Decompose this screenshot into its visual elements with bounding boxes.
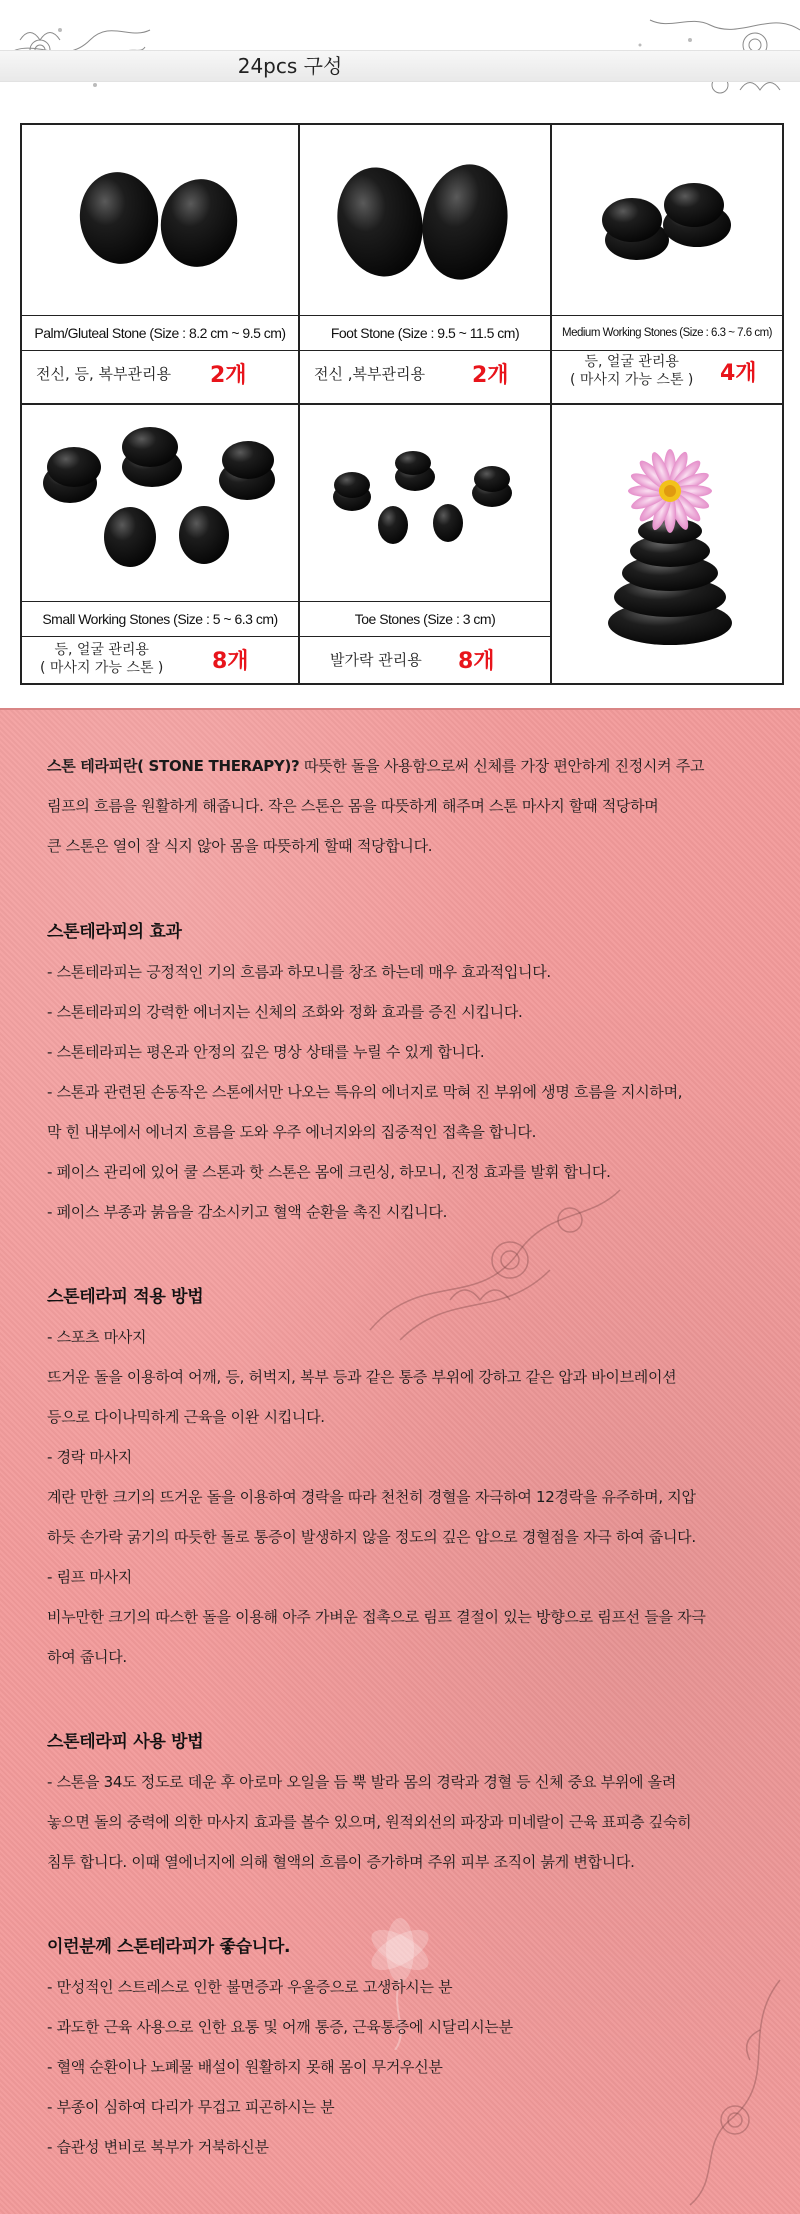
- swirl-ornament-bottom-right: [660, 1970, 800, 2210]
- effects-item: - 스톤테라피는 긍정적인 기의 흐름과 하모니를 창조 하는데 매우 효과적입니다.: [47, 963, 551, 981]
- product-cell-foot-stone: [300, 125, 550, 403]
- intro-heading: 스톤 테라피란( STONE THERAPY)?: [47, 757, 300, 775]
- usage-line-1: 등, 얼굴 관리용: [584, 354, 679, 370]
- methods-line: - 림프 마사지: [47, 1568, 132, 1586]
- intro-line-1-rest: 따뜻한 돌을 사용함으로써 신체를 가장 편안하게 진정시켜 주고: [299, 757, 705, 775]
- product-label: [552, 315, 782, 351]
- usage-method-line: 침투 합니다. 이때 열에너지에 의해 혈액의 흐름이 증가하며 주위 피부 조직이 붉게 변합니다.: [47, 1853, 635, 1871]
- product-cell-toe-stones: [300, 405, 550, 683]
- count-badge: 8개: [212, 648, 249, 674]
- count-badge: 4개: [720, 360, 757, 386]
- product-usage: [300, 353, 550, 393]
- intro-line-2: 림프의 흐름을 원활하게 해줍니다. 작은 스톤은 몸을 따뜻하게 해주며 스톤 마사지 할때 적당하며: [47, 797, 659, 815]
- count-badge: 2개: [210, 362, 247, 388]
- product-label: Toe Stones (Size : 3 cm): [300, 601, 550, 637]
- usage-method-line: 놓으면 돌의 중력에 의한 마사지 효과를 볼수 있으며, 원적외선의 파장과 미네랄이 근육 표피층 깊숙히: [47, 1813, 692, 1831]
- label-text: Medium Working Stones (Size : 6.3 ~ 7.6 cm): [562, 327, 772, 339]
- usage-text-two-line: [570, 353, 693, 389]
- toe-stones-image: [300, 405, 550, 600]
- product-usage: [22, 353, 298, 393]
- effects-heading: 스톤테라피의 효과: [47, 922, 182, 942]
- intro-line-1: [47, 755, 704, 776]
- recommended-item: - 과도한 근육 사용으로 인한 요통 및 어깨 통증, 근육통증에 시달리시는분: [47, 2018, 513, 2036]
- recommended-heading: 이런분께 스톤테라피가 좋습니다.: [47, 1937, 291, 1957]
- recommended-item: - 혈액 순환이나 노폐물 배설이 원활하지 못해 몸이 무거우신분: [47, 2058, 443, 2076]
- usage-line-1: 등, 얼굴 관리용: [54, 642, 149, 658]
- foot-stones-image: [300, 125, 550, 310]
- effects-item: 막 힌 내부에서 에너지 흐름을 도와 우주 에너지와의 집중적인 접촉을 합니다.: [47, 1123, 537, 1141]
- count-badge: 2개: [472, 362, 509, 388]
- methods-line: - 경락 마사지: [47, 1448, 132, 1466]
- page-title: 24pcs 구성: [237, 54, 343, 78]
- usage-line-2: ( 마사지 가능 스톤 ): [40, 660, 164, 676]
- recommended-item: - 부종이 심하여 다리가 무겁고 피곤하시는 분: [47, 2098, 335, 2116]
- product-usage: [300, 639, 550, 679]
- usage-text-two-line: [40, 641, 163, 677]
- effects-item: - 페이스 부종과 붉음을 감소시키고 혈액 순환을 촉진 시킵니다.: [47, 1203, 448, 1221]
- product-label: Small Working Stones (Size : 5 ~ 6.3 cm): [22, 601, 298, 637]
- product-label: Foot Stone (Size : 9.5 ~ 11.5 cm): [300, 315, 550, 351]
- product-cell-medium-stones: [552, 125, 782, 403]
- usage-text: 전신, 등, 복부관리용: [36, 364, 171, 383]
- recommended-item: - 습관성 변비로 복부가 거북하신분: [47, 2138, 269, 2156]
- recommended-item: - 만성적인 스트레스로 인한 불면증과 우울증으로 고생하시는 분: [47, 1978, 453, 1996]
- methods-heading: 스톤테라피 적용 방법: [47, 1287, 204, 1307]
- product-grid: [20, 123, 784, 685]
- usage-method-heading: 스톤테라피 사용 방법: [47, 1732, 204, 1752]
- methods-line: 비누만한 크기의 따스한 돌을 이용해 아주 가벼운 접촉으로 림프 결절이 있는 방향으로 림프선 들을 자극: [47, 1608, 706, 1626]
- methods-line: - 스포츠 마사지: [47, 1328, 147, 1346]
- small-stones-image: [22, 405, 298, 600]
- usage-text: 발가락 관리용: [330, 650, 422, 669]
- stone-therapy-info-section: [0, 708, 800, 2214]
- product-composition-section: [0, 0, 800, 706]
- count-badge: 8개: [458, 648, 495, 674]
- usage-method-line: - 스톤을 34도 정도로 데운 후 아로마 오일을 듬 뿍 발라 몸의 경락과 경혈 등 신체 중요 부위에 올려: [47, 1773, 677, 1791]
- usage-line-2: ( 마사지 가능 스톤 ): [570, 372, 694, 388]
- effects-item: - 스톤테라피는 평온과 안정의 깊은 명상 상태를 누릴 수 있게 합니다.: [47, 1043, 485, 1061]
- usage-text: 전신 ,복부관리용: [314, 364, 425, 383]
- palm-stones-image: [22, 125, 298, 310]
- methods-line: 하여 줍니다.: [47, 1648, 127, 1666]
- product-label: Palm/Gluteal Stone (Size : 8.2 cm ~ 9.5 cm): [22, 315, 298, 351]
- product-cell-small-stones: [22, 405, 298, 683]
- methods-line: 뜨거운 돌을 이용하여 어깨, 등, 허벅지, 복부 등과 같은 통증 부위에 강하고 같은 압과 바이브레이션: [47, 1368, 677, 1386]
- product-cell-stone-stack: [552, 405, 782, 683]
- product-usage: [552, 351, 782, 391]
- product-usage: [22, 639, 298, 679]
- product-cell-palm-stone: [22, 125, 298, 403]
- methods-line: 등으로 다이나믹하게 근육을 이완 시킵니다.: [47, 1408, 325, 1426]
- medium-stones-image: [552, 125, 782, 310]
- effects-item: - 페이스 관리에 있어 쿨 스톤과 핫 스톤은 몸에 크린싱, 하모니, 진정 효과를 발휘 합니다.: [47, 1163, 611, 1181]
- methods-line: 계란 만한 크기의 뜨거운 돌을 이용하여 경락을 따라 천천히 경혈을 자극하여 12경락을 유주하며, 지압: [47, 1488, 696, 1506]
- intro-line-3: 큰 스톤은 열이 잘 식지 않아 몸을 따뜻하게 할때 적당합니다.: [47, 837, 433, 855]
- effects-item: - 스톤테라피의 강력한 에너지는 신체의 조화와 정화 효과를 증진 시킵니다.: [47, 1003, 523, 1021]
- stone-stack-flower-image: [552, 405, 782, 683]
- effects-item: - 스톤과 관련된 손동작은 스톤에서만 나오는 특유의 에너지로 막혀 진 부위에 생명 흐름을 지시하며,: [47, 1083, 683, 1101]
- methods-line: 하듯 손가락 굵기의 따듯한 돌로 통증이 발생하지 않을 정도의 깊은 압으로 경혈점을 자극 하여 줍니다.: [47, 1528, 696, 1546]
